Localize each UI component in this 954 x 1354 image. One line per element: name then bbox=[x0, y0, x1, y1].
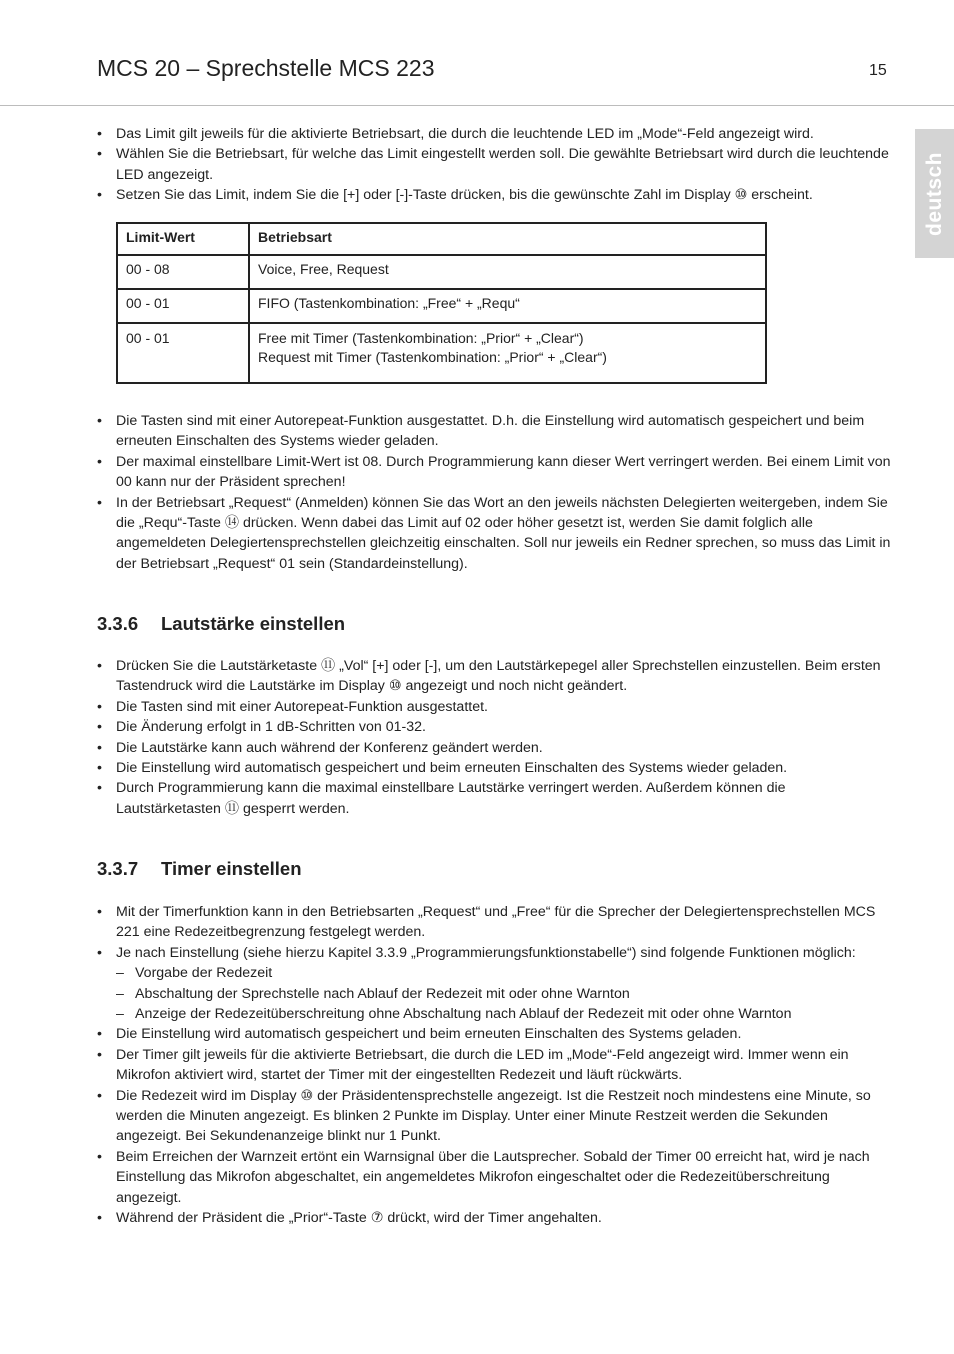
list-item: • Der maximal einstellbare Limit-Wert ist 08. Durch Programmierung kann dieser Wert verringert werden. Bei einem Limit von 00 kann nur der Präsident sprechen! bbox=[97, 452, 894, 493]
list-item: • Wählen Sie die Betriebsart, für welche das Limit eingestellt werden soll. Die gewählte Betriebsart wird durch die leuchtende LED angezeigt. bbox=[97, 144, 894, 185]
table-row bbox=[117, 289, 766, 323]
page-header-title: MCS 20 – Sprechstelle MCS 223 bbox=[97, 55, 435, 81]
list-item: • Die Tasten sind mit einer Autorepeat-Funktion ausgestattet. bbox=[97, 697, 894, 717]
timer-bullet-list bbox=[97, 902, 894, 1229]
sub-list bbox=[116, 963, 894, 1024]
intro-bullet-list bbox=[97, 124, 894, 206]
sub-list-item: – Anzeige der Redezeitüberschreitung ohne Abschaltung nach Ablauf der Redezeit mit oder ohne Warnton bbox=[116, 1004, 894, 1024]
list-item: • Mit der Timerfunktion kann in den Betriebsarten „Request“ und „Free“ für die Sprecher der Delegiertensprechstellen MCS 221 eine Redezeitbegrenzung festgelegt werden. bbox=[97, 902, 894, 943]
list-item: • Die Änderung erfolgt in 1 dB-Schritten von 01-32. bbox=[97, 717, 894, 737]
list-item: • Beim Erreichen der Warnzeit ertönt ein Warnsignal über die Lautsprecher. Sobald der Timer 00 erreicht hat, wird je nach Einstellung das Mikrofon abgeschaltet, ein angemeldetes Mikrofon eingeschaltet oder die Redezeitüberschreitung angezeigt. bbox=[97, 1147, 894, 1208]
table-cell: Voice, Free, Request bbox=[249, 255, 766, 289]
table-header-cell: Betriebsart bbox=[249, 223, 766, 255]
list-item: • Die Tasten sind mit einer Autorepeat-Funktion ausgestattet. D.h. die Einstellung wird automatisch gespeichert und beim erneuten Einschalten des Systems wieder geladen. bbox=[97, 411, 894, 452]
after-table-bullet-list bbox=[97, 411, 894, 574]
list-item: • Die Einstellung wird automatisch gespeichert und beim erneuten Einschalten des Systems wieder geladen. bbox=[97, 758, 894, 778]
list-item: • Während der Präsident die „Prior“-Taste ⑦ drückt, wird der Timer angehalten. bbox=[97, 1208, 894, 1228]
list-item: • Das Limit gilt jeweils für die aktivierte Betriebsart, die durch die leuchtende LED im „Mode“-Feld angezeigt wird. bbox=[97, 124, 894, 144]
table-cell bbox=[249, 323, 766, 383]
table-row bbox=[117, 323, 766, 383]
list-item: • Die Redezeit wird im Display ⑩ der Präsidentensprechstelle angezeigt. Ist die Restzeit noch mindestens eine Minute, so werden die Minuten angezeigt. Es blinken 2 Punkte im Display. Unter einer Minute Restzeit werden die Sekunden angezeigt. Bei Sekundenanzeige blinkt nur 1 Punkt. bbox=[97, 1086, 894, 1147]
language-tab-label: deutsch bbox=[922, 151, 946, 236]
list-item: • Setzen Sie das Limit, indem Sie die [+] oder [-]-Taste drücken, bis die gewünschte Zahl im Display ⑩ erscheint. bbox=[97, 185, 894, 205]
list-item-text: • Je nach Einstellung (siehe hierzu Kapitel 3.3.9 „Programmierungsfunktionstabelle“) sind folgende Funktionen möglich: bbox=[116, 944, 856, 961]
list-item: • Die Einstellung wird automatisch gespeichert und beim erneuten Einschalten des Systems geladen. bbox=[97, 1024, 894, 1044]
section-heading-3-3-6 bbox=[97, 613, 345, 635]
language-tab bbox=[915, 129, 954, 258]
table-cell: 00 - 01 bbox=[117, 323, 249, 383]
table-header-cell: Limit-Wert bbox=[117, 223, 249, 255]
table-cell: 00 - 01 bbox=[117, 289, 249, 323]
limit-table bbox=[116, 222, 767, 384]
section-number: 3.3.7 bbox=[97, 858, 139, 879]
list-item: • In der Betriebsart „Request“ (Anmelden) können Sie das Wort an den jeweils nächsten Delegierten weitergeben, indem Sie die „Requ“-Taste ⑭ drücken. Wenn dabei das Limit auf 02 oder höher gesetzt ist, werden Sie damit folglich alle angemeldeten Delegiertensprechstellen gleichzeitig einschalten. Soll nur jeweils ein Redner sprechen, so muss das Limit in der Betriebsart „Request“ 01 sein (Standardeinstellung). bbox=[97, 493, 894, 575]
sub-list-item: – Vorgabe der Redezeit bbox=[116, 963, 894, 983]
list-item: • Die Lautstärke kann auch während der Konferenz geändert werden. bbox=[97, 738, 894, 758]
section-number: 3.3.6 bbox=[97, 613, 139, 634]
list-item: • Drücken Sie die Lautstärketaste ⑪ „Vol“ [+] oder [-], um den Lautstärkepegel aller Sprechstellen einzustellen. Beim ersten Tastendruck wird die Lautstärke im Display ⑩ angezeigt und noch nicht geändert. bbox=[97, 656, 894, 697]
table-cell: 00 - 08 bbox=[117, 255, 249, 289]
header-divider bbox=[0, 105, 954, 106]
list-item: • Durch Programmierung kann die maximal einstellbare Lautstärke verringert werden. Außerdem können die Lautstärketasten ⑪ gesperrt werden. bbox=[97, 778, 894, 819]
list-item: • Der Timer gilt jeweils für die aktivierte Betriebsart, die durch die LED im „Mode“-Feld angezeigt wird. Immer wenn ein Mikrofon aktiviert wird, startet der Timer mit der eingestellten Redezeit und läuft rückwärts. bbox=[97, 1045, 894, 1086]
sub-list-item: – Abschaltung der Sprechstelle nach Ablauf der Redezeit mit oder ohne Warnton bbox=[116, 984, 894, 1004]
section-title: Lautstärke einstellen bbox=[161, 613, 346, 634]
table-row bbox=[117, 255, 766, 289]
page-number: 15 bbox=[869, 62, 887, 79]
list-item bbox=[97, 943, 894, 1025]
volume-bullet-list bbox=[97, 656, 894, 819]
section-title: Timer einstellen bbox=[161, 858, 302, 879]
table-cell-line: Request mit Timer (Tastenkombination: „Prior“ + „Clear“) bbox=[258, 349, 607, 365]
table-cell: FIFO (Tastenkombination: „Free“ + „Requ“ bbox=[249, 289, 766, 323]
table-header-row bbox=[117, 223, 766, 255]
section-heading-3-3-7 bbox=[97, 858, 302, 880]
table-cell-line: Free mit Timer (Tastenkombination: „Prior“ + „Clear“) bbox=[258, 330, 584, 346]
